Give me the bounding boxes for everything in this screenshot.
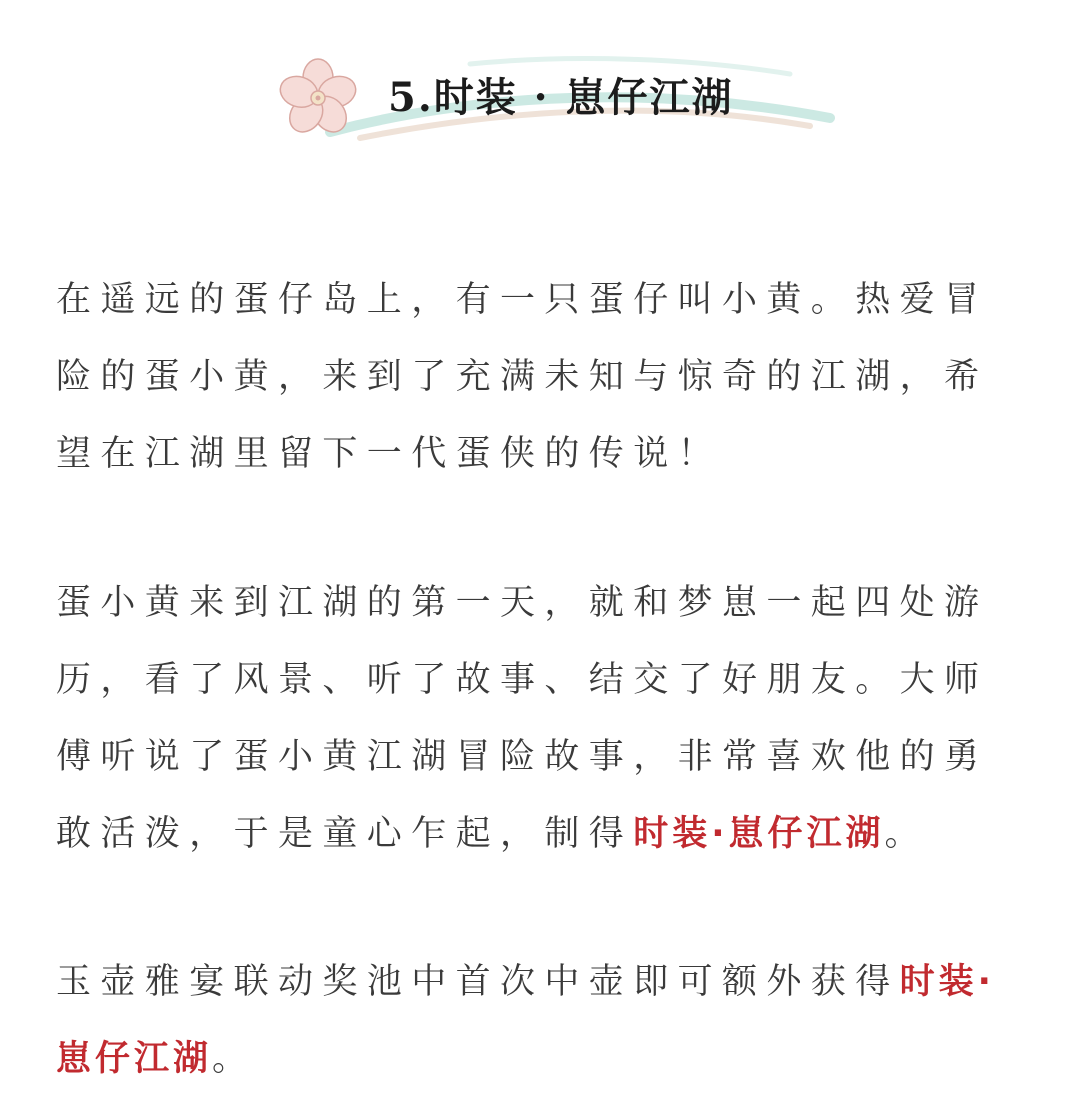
story-paragraph <box>56 565 1026 873</box>
flower-icon <box>278 58 358 138</box>
costume-name-highlight: 时装·崽仔江湖 <box>56 962 995 1079</box>
section-header <box>270 40 850 160</box>
intro-paragraph: 在遥远的蛋仔岛上，有一只蛋仔叫小黄。热爱冒险的蛋小黄，来到了充满未知与惊奇的江湖，希望在江湖里留下一代蛋侠的传说！ <box>56 280 989 474</box>
section-title: 5.时装 · 崽仔江湖 <box>388 74 734 121</box>
reward-text: 玉壶雅宴联动奖池中首次中壶即可额外获得 <box>56 962 900 1002</box>
costume-name-highlight: 时装·崽仔江湖 <box>633 814 885 854</box>
reward-end-punct: 。 <box>212 1039 257 1079</box>
reward-paragraph <box>56 944 1026 1098</box>
story-text: 蛋小黄来到江湖的第一天，就和梦崽一起四处游历，看了风景、听了故事、结交了好朋友。大师傅听说了蛋小黄江湖冒险故事，非常喜欢他的勇敢活泼，于是童心乍起，制得 <box>56 583 989 854</box>
story-end-punct: 。 <box>884 814 929 854</box>
